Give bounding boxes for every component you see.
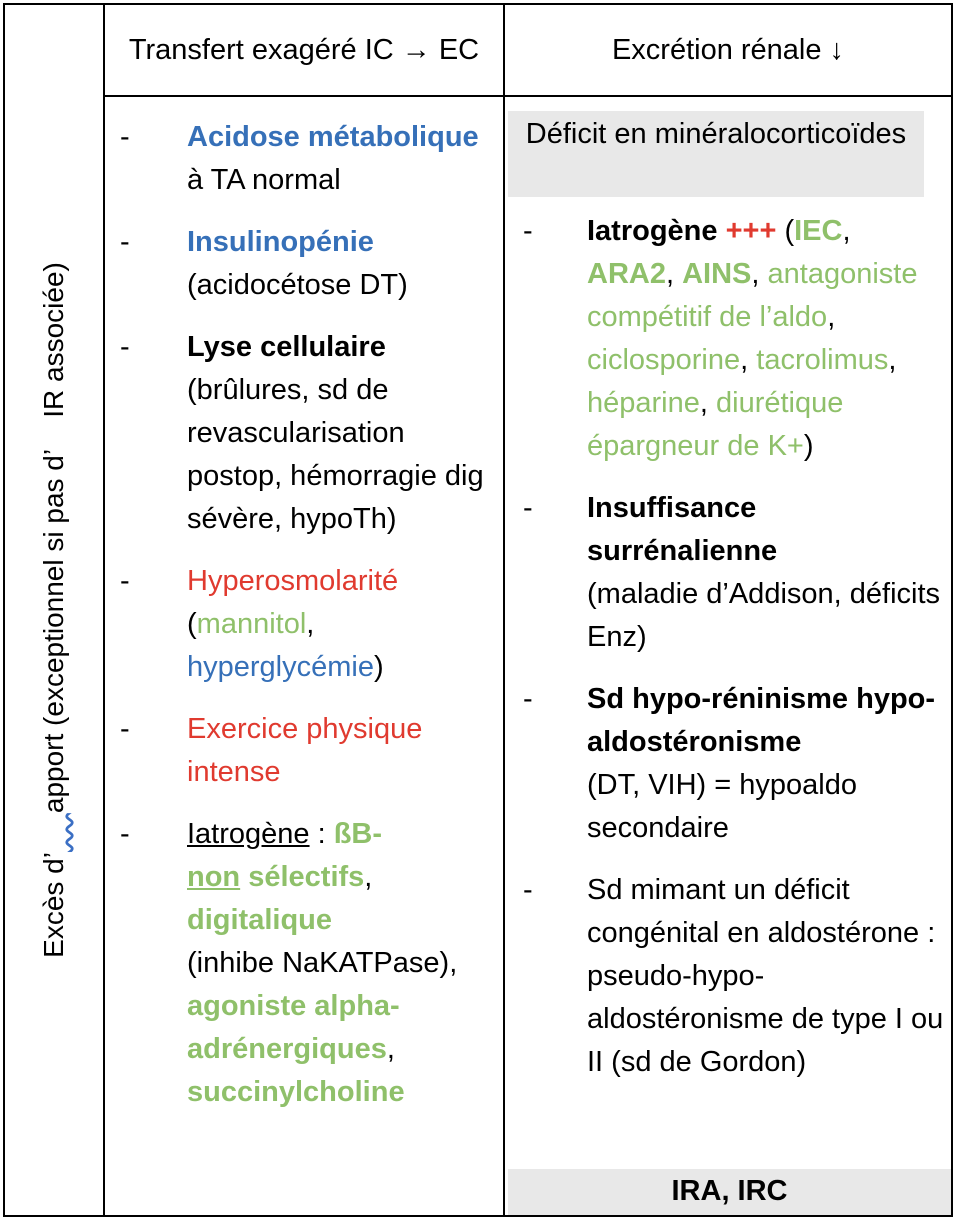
list-item: - Iatrogène : ßB- non sélectifs, digitalique (inhibe NaKATPase), agoniste alpha-adrénergiques, succinylcholine — [120, 818, 458, 1108]
side-label-cell — [5, 5, 103, 1215]
list-item: - Insuffisance surrénalienne (maladie d’Addison, déficits Enz) — [523, 492, 941, 653]
header-renal-excretion: Excrétion rénale ↓ — [611, 33, 845, 66]
transfer-column — [105, 116, 501, 1114]
list-item: - Acidose métabolique à TA normal — [120, 121, 479, 196]
ira-irc-label: IRA, IRC — [671, 1175, 788, 1207]
header-divider — [103, 95, 951, 97]
list-item: - Exercice physique intense — [120, 713, 423, 788]
header-transfer: Transfert exagéré IC → EC — [128, 33, 480, 66]
mineralocorticoid-deficit-title: Déficit en minéralocorticoïdes — [525, 118, 907, 150]
list-item: - Hyperosmolarité (mannitol, hyperglycémie) — [120, 565, 399, 683]
list-item: - Iatrogène +++ (IEC, ARA2, AINS, antagoniste compétitif de l’aldo, ciclosporine, tacrolimus, héparine, diurétique épargneur de K+) — [523, 215, 918, 462]
renal-excretion-column — [505, 210, 949, 1084]
side-label: Excès d’ apport (exceptionnel si pas d’ IR associée) — [38, 262, 69, 958]
list-item: - Sd mimant un déficit congénital en aldostérone : pseudo-hypo-aldostéronisme de type I ou II (sd de Gordon) — [523, 874, 944, 1078]
list-item: - Lyse cellulaire (brûlures, sd de revascularisation postop, hémorragie dig sévère, hypoTh) — [120, 331, 484, 535]
list-item: - Sd hypo-réninisme hypo-aldostéronisme (DT, VIH) = hypoaldo secondaire — [523, 683, 936, 844]
list-item: - Insulinopénie (acidocétose DT) — [120, 226, 408, 301]
hyperkalemia-table — [3, 3, 953, 1217]
